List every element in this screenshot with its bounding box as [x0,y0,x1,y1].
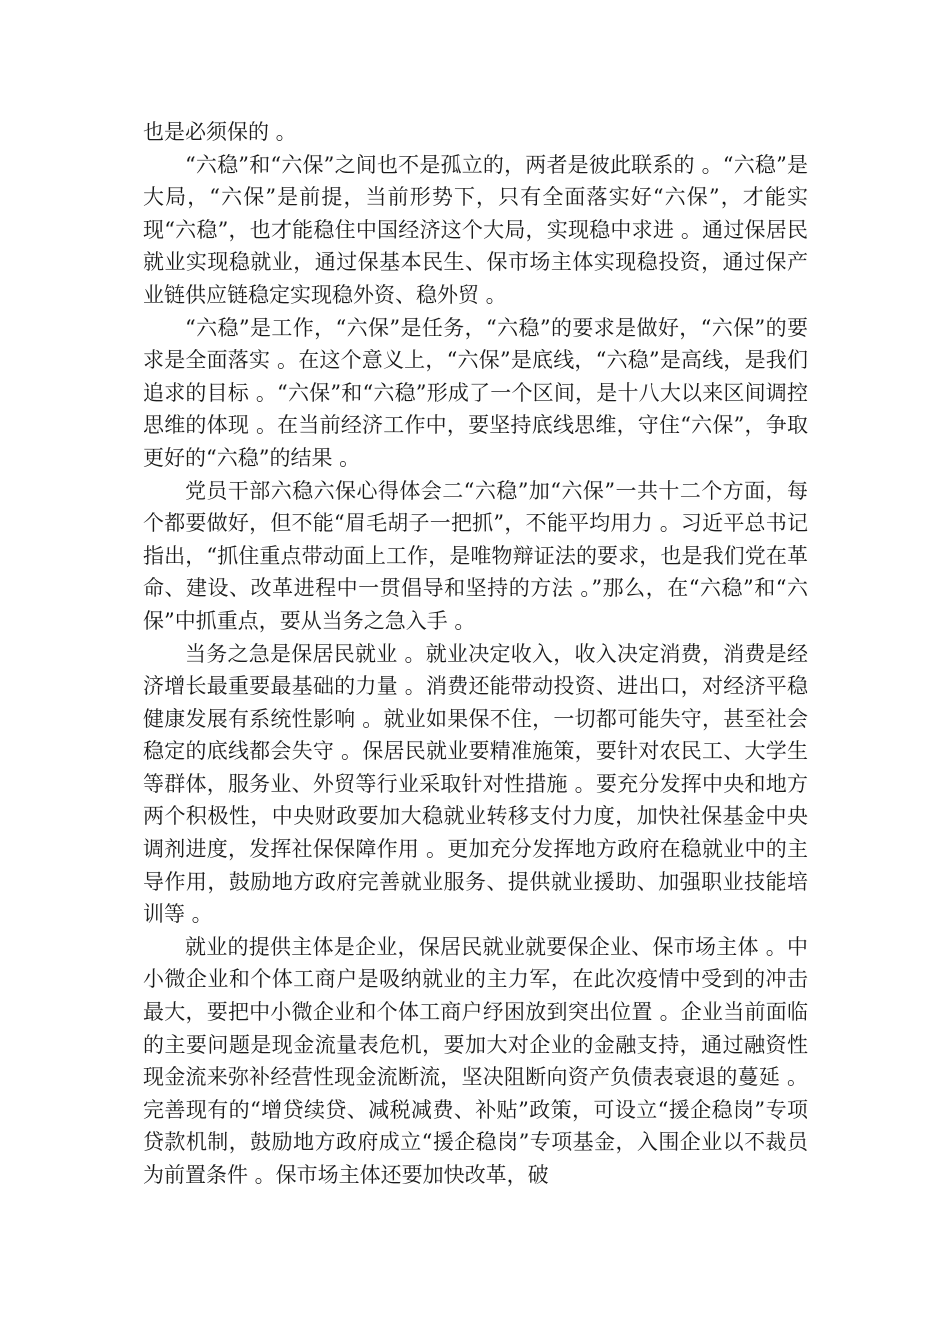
paragraph-5: 当务之急是保居民就业 。就业决定收入，收入决定消费，消费是经济增长最重要最基础的力量 。消费还能带动投资、进出口，对经济平稳健康发展有系统性影响 。就业如果保不住，一切都可能失守，甚至社会稳定的底线都会失守 。保居民就业要精准施策，要针对农民工、大学生等群体，服务业、外贸等行业采取针对性措施 。要充分发挥中央和地方两个积极性，中央财政要加大稳就业转移支付力度，加快社保基金中央调剂进度，发挥社保保障作用 。更加充分发挥地方政府在稳就业中的主导作用，鼓励地方政府完善就业服务、提供就业援助、加强职业技能培训等 。 [143,641,808,927]
paragraph-4: 党员干部六稳六保心得体会二“六稳”加“六保”一共十二个方面，每个都要做好，但不能“眉毛胡子一把抓”，不能平均用力 。习近平总书记指出，“抓住重点带动面上工作，是唯物辩证法的要求，也是我们党在革命、建设、改革进程中一贯倡导和坚持的方法 。”那么，在“六稳”和“六保”中抓重点，要从当务之急入手 。 [143,478,808,633]
paragraph-3: “六稳”是工作，“六保”是任务，“六稳”的要求是做好，“六保”的要求是全面落实 。在这个意义上，“六保”是底线，“六稳”是高线，是我们追求的目标 。“六保”和“六稳”形成了一个区间，是十八大以来区间调控思维的体现 。在当前经济工作中，要坚持底线思维，守住“六保”，争取更好的“六稳”的结果 。 [143,315,808,470]
document-page [143,116,808,1192]
paragraph-2: “六稳”和“六保”之间也不是孤立的，两者是彼此联系的 。“六稳”是大局，“六保”是前提，当前形势下，只有全面落实好“六保”，才能实现“六稳”，也才能稳住中国经济这个大局，实现稳中求进 。通过保居民就业实现稳就业，通过保基本民生、保市场主体实现稳投资，通过保产业链供应链稳定实现稳外资、稳外贸 。 [143,152,808,307]
paragraph-1: 也是必须保的 。 [143,120,297,144]
paragraph-6: 就业的提供主体是企业，保居民就业就要保企业、保市场主体 。中小微企业和个体工商户是吸纳就业的主力军，在此次疫情中受到的冲击最大，要把中小微企业和个体工商户纾困放到突出位置 。企业当前面临的主要问题是现金流量表危机，要加大对企业的金融支持，通过融资性现金流来弥补经营性现金流断流，坚决阻断向资产负债表衰退的蔓延 。完善现有的“增贷续贷、减税减费、补贴”政策，可设立“援企稳岗”专项贷款机制，鼓励地方政府成立“援企稳岗”专项基金，入围企业以不裁员为前置条件 。保市场主体还要加快改革，破 [143,934,808,1187]
